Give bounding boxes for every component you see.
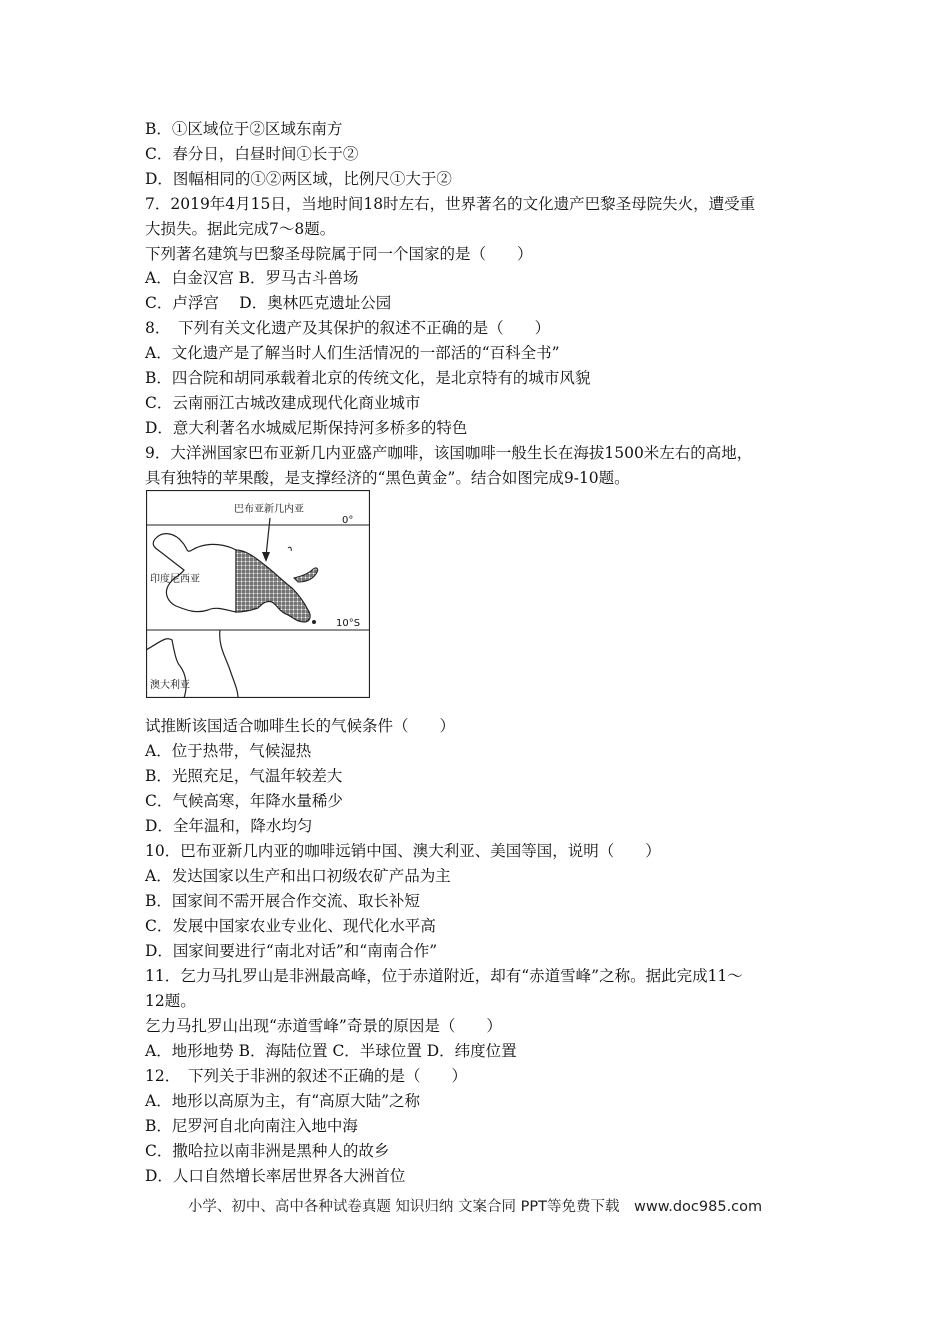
option-line: C．发展中国家农业专业化、现代化水平高: [145, 917, 436, 935]
question-9-stem-cont: 具有独特的苹果酸，是支撑经济的“黑色黄金”。结合如图完成9-10题。: [145, 469, 630, 487]
option-line: A．地形以高原为主，有“高原大陆”之称: [145, 1092, 421, 1110]
label-australia: 澳大利亚: [150, 680, 190, 691]
label-10s: 10°S: [336, 618, 361, 629]
question-11-stem: 11．乞力马扎罗山是非洲最高峰，位于赤道附近，却有“赤道雪峰”之称。据此完成11～: [145, 967, 743, 985]
option-line: D．人口自然增长率居世界各大洲首位: [145, 1167, 406, 1185]
option-line: A．位于热带，气候湿热: [145, 742, 312, 760]
island: [312, 620, 316, 624]
option-line: A．白金汉宫 B．罗马古斗兽场: [145, 269, 359, 287]
option-line: C．气候高寒，年降水量稀少: [145, 792, 343, 810]
label-png: 巴布亚新几内亚: [234, 504, 304, 515]
page-footer: 小学、初中、高中各种试卷真题 知识归纳 文案合同 PPT等免费下载 www.doc985.com: [187, 1199, 763, 1215]
question-7-stem-cont: 大损失。据此完成7～8题。: [145, 220, 336, 238]
option-line: A．发达国家以生产和出口初级农矿产品为主: [145, 867, 451, 885]
option-line: C．春分日，白昼时间①长于②: [145, 145, 359, 163]
question-8-stem: 8． 下列有关文化遗产及其保护的叙述不正确的是（ ）: [145, 319, 551, 337]
option-line: D．意大利著名水城威尼斯保持河多桥多的特色: [145, 419, 468, 437]
option-line: A．文化遗产是了解当时人们生活情况的一部活的“百科全书”: [145, 344, 560, 362]
option-line: B．四合院和胡同承载着北京的传统文化，是北京特有的城市风貌: [145, 369, 591, 387]
question-11-stem-cont: 12题。: [145, 992, 196, 1010]
option-line: B．光照充足，气温年较差大: [145, 767, 343, 785]
option-line: C．撒哈拉以南非洲是黑种人的故乡: [145, 1142, 390, 1160]
option-line: B．尼罗河自北向南注入地中海: [145, 1117, 358, 1135]
question-9-prompt: 试推断该国适合咖啡生长的气候条件（ ）: [145, 717, 456, 735]
question-9-stem: 9．大洋洲国家巴布亚新几内亚盛产咖啡，该国咖啡一般生长在海拔1500米左右的高地，: [145, 444, 753, 462]
question-7-prompt: 下列著名建筑与巴黎圣母院属于同一个国家的是（ ）: [145, 245, 533, 263]
option-line: D．国家间要进行“南北对话”和“南南合作”: [145, 942, 438, 960]
option-line: A．地形地势 B．海陆位置 C．半球位置 D．纬度位置: [145, 1042, 517, 1060]
question-10-stem: 10．巴布亚新几内亚的咖啡远销中国、澳大利亚、美国等国，说明（ ）: [145, 842, 661, 860]
option-line: C．云南丽江古城改建成现代化商业城市: [145, 394, 421, 412]
question-11-prompt: 乞力马扎罗山出现“赤道雪峰”奇景的原因是（ ）: [145, 1017, 502, 1035]
papua-new-guinea-map: [146, 490, 370, 698]
label-equator: 0°: [342, 515, 354, 526]
option-line: D．全年温和，降水均匀: [145, 817, 313, 835]
option-line: D．图幅相同的①②两区域，比例尺①大于②: [145, 170, 452, 188]
option-line: B．①区域位于②区域东南方: [145, 120, 343, 138]
question-12-stem: 12． 下列关于非洲的叙述不正确的是（ ）: [145, 1067, 467, 1085]
question-7-stem: 7．2019年4月15日，当地时间18时左右，世界著名的文化遗产巴黎圣母院失火，遭受重: [145, 195, 756, 213]
option-line: C．卢浮宫 D．奥林匹克遗址公园: [145, 294, 392, 312]
label-indonesia: 印度尼西亚: [150, 574, 200, 585]
option-line: B．国家间不需开展合作交流、取长补短: [145, 892, 420, 910]
